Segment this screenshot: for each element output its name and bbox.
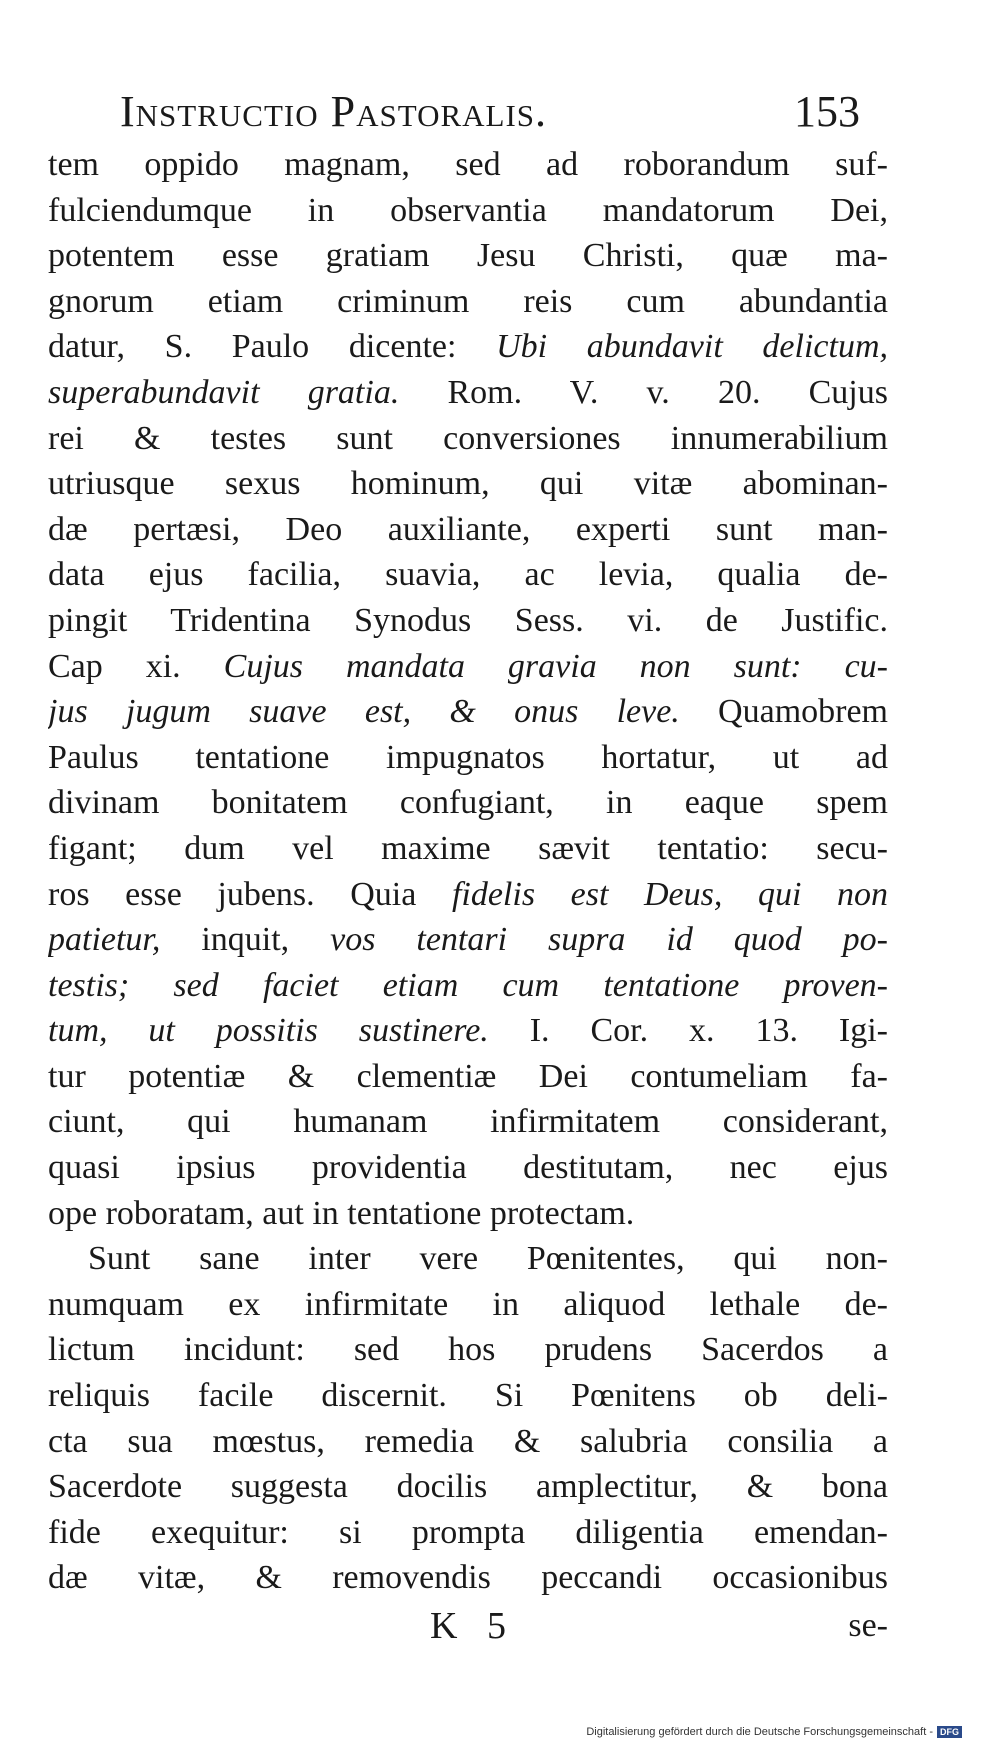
text-line <box>48 1008 888 1054</box>
text-line <box>48 598 888 644</box>
text-run: Quamobrem <box>679 693 888 731</box>
text-line <box>48 279 888 325</box>
text-line <box>48 644 888 690</box>
text-line <box>48 826 888 872</box>
text-run: divinam bonitatem confugiant, in eaque spem <box>48 784 888 822</box>
text-run: inquit, <box>160 921 331 959</box>
text-run: Sunt sane inter vere Pœnitentes, qui non- <box>88 1240 888 1278</box>
text-run: Sacerdote suggesta docilis amplectitur, & bona <box>48 1468 888 1506</box>
text-run: ope roboratam, aut in tentatione protectam. <box>48 1194 635 1232</box>
running-title: Instructio Pastoralis. <box>120 87 548 136</box>
text-line <box>48 1236 888 1282</box>
text-line <box>48 507 888 553</box>
text-run: dæ vitæ, & removendis peccandi occasionibus <box>48 1559 888 1597</box>
text-line <box>48 1555 888 1601</box>
text-run: numquam ex infirmitate in aliquod lethale de- <box>48 1285 888 1323</box>
text-line <box>48 735 888 781</box>
text-line <box>48 689 888 735</box>
text-run: ciunt, qui humanam infirmitatem considerant, <box>48 1103 888 1141</box>
text-run: cta sua mœstus, remedia & salubria consilia a <box>48 1422 888 1460</box>
text-line <box>48 188 888 234</box>
text-line <box>48 780 888 826</box>
text-run: gnorum etiam criminum reis cum abundantia <box>48 282 888 320</box>
text-line <box>48 1282 888 1328</box>
text-line <box>48 1419 888 1465</box>
italic-run: testis; sed faciet etiam cum tentatione proven- <box>48 966 888 1004</box>
italic-run: tum, ut possitis sustinere. <box>48 1012 489 1050</box>
text-run: quasi ipsius providentia destitutam, nec ejus <box>48 1149 888 1187</box>
text-run: datur, S. Paulo dicente: <box>48 328 497 366</box>
text-line <box>48 1373 888 1419</box>
text-run: figant; dum vel maxime sævit tentatio: secu- <box>48 829 888 867</box>
text-run: fide exequitur: si prompta diligentia emendan- <box>48 1513 888 1551</box>
italic-run: fidelis est Deus, qui non <box>451 875 888 913</box>
text-line <box>48 1099 888 1145</box>
text-line <box>48 1464 888 1510</box>
text-line <box>48 416 888 462</box>
text-run: pingit Tridentina Synodus Sess. vi. de Justific. <box>48 601 888 639</box>
text-line <box>48 1327 888 1373</box>
text-run: dæ pertæsi, Deo auxiliante, experti sunt man- <box>48 510 888 548</box>
text-run: tur potentiæ & clementiæ Dei contumeliam fa- <box>48 1057 888 1095</box>
text-line <box>48 963 888 1009</box>
text-line <box>48 1510 888 1556</box>
page-footer <box>48 1601 888 1651</box>
text-run: rei & testes sunt conversiones innumerabilium <box>48 419 888 457</box>
text-line <box>48 552 888 598</box>
credit-text: Digitalisierung gefördert durch die Deutsche Forschungsgemeinschaft - <box>586 1726 933 1738</box>
text-line <box>48 872 888 918</box>
signature-mark: K 5 <box>430 1605 516 1647</box>
text-run: Cap xi. <box>48 647 224 685</box>
text-run: potentem esse gratiam Jesu Christi, quæ ma- <box>48 237 888 275</box>
text-run: fulciendumque in observantia mandatorum Dei, <box>48 191 888 229</box>
text-run: lictum incidunt: sed hos prudens Sacerdos a <box>48 1331 888 1369</box>
text-line <box>48 370 888 416</box>
text-line <box>48 461 888 507</box>
text-run: ros esse jubens. Quia <box>48 875 452 913</box>
text-line <box>48 233 888 279</box>
text-run: utriusque sexus hominum, qui vitæ abominan- <box>48 465 888 503</box>
italic-run: vos tentari supra id quod po- <box>330 921 888 959</box>
text-run: I. Cor. x. 13. Igi- <box>488 1012 888 1050</box>
italic-run: jus jugum suave est, & onus leve. <box>48 693 680 731</box>
text-run: reliquis facile discernit. Si Pœnitens ob deli- <box>48 1377 888 1415</box>
body-text <box>48 142 888 1601</box>
text-line <box>48 1145 888 1191</box>
catchword: se- <box>848 1607 888 1644</box>
page-number: 153 <box>794 87 860 136</box>
text-run: tem oppido magnam, sed ad roborandum suf- <box>48 146 888 183</box>
text-run: Rom. V. v. 20. Cujus <box>399 373 888 411</box>
text-line <box>48 1054 888 1100</box>
text-line <box>48 142 888 188</box>
italic-run: Ubi abundavit delictum, <box>496 328 888 366</box>
text-run: data ejus facilia, suavia, ac levia, qualia de- <box>48 556 888 594</box>
text-line <box>48 324 888 370</box>
text-line <box>48 1191 888 1237</box>
text-line <box>48 917 888 963</box>
italic-run: patietur, <box>48 921 161 959</box>
running-head <box>120 82 860 142</box>
italic-run: Cujus mandata gravia non sunt: cu- <box>223 647 888 685</box>
digitization-credit <box>586 1726 962 1738</box>
text-run: Paulus tentatione impugnatos hortatur, ut ad <box>48 738 888 776</box>
italic-run: superabundavit gratia. <box>48 373 400 411</box>
dfg-logo-badge: DFG <box>937 1726 962 1738</box>
